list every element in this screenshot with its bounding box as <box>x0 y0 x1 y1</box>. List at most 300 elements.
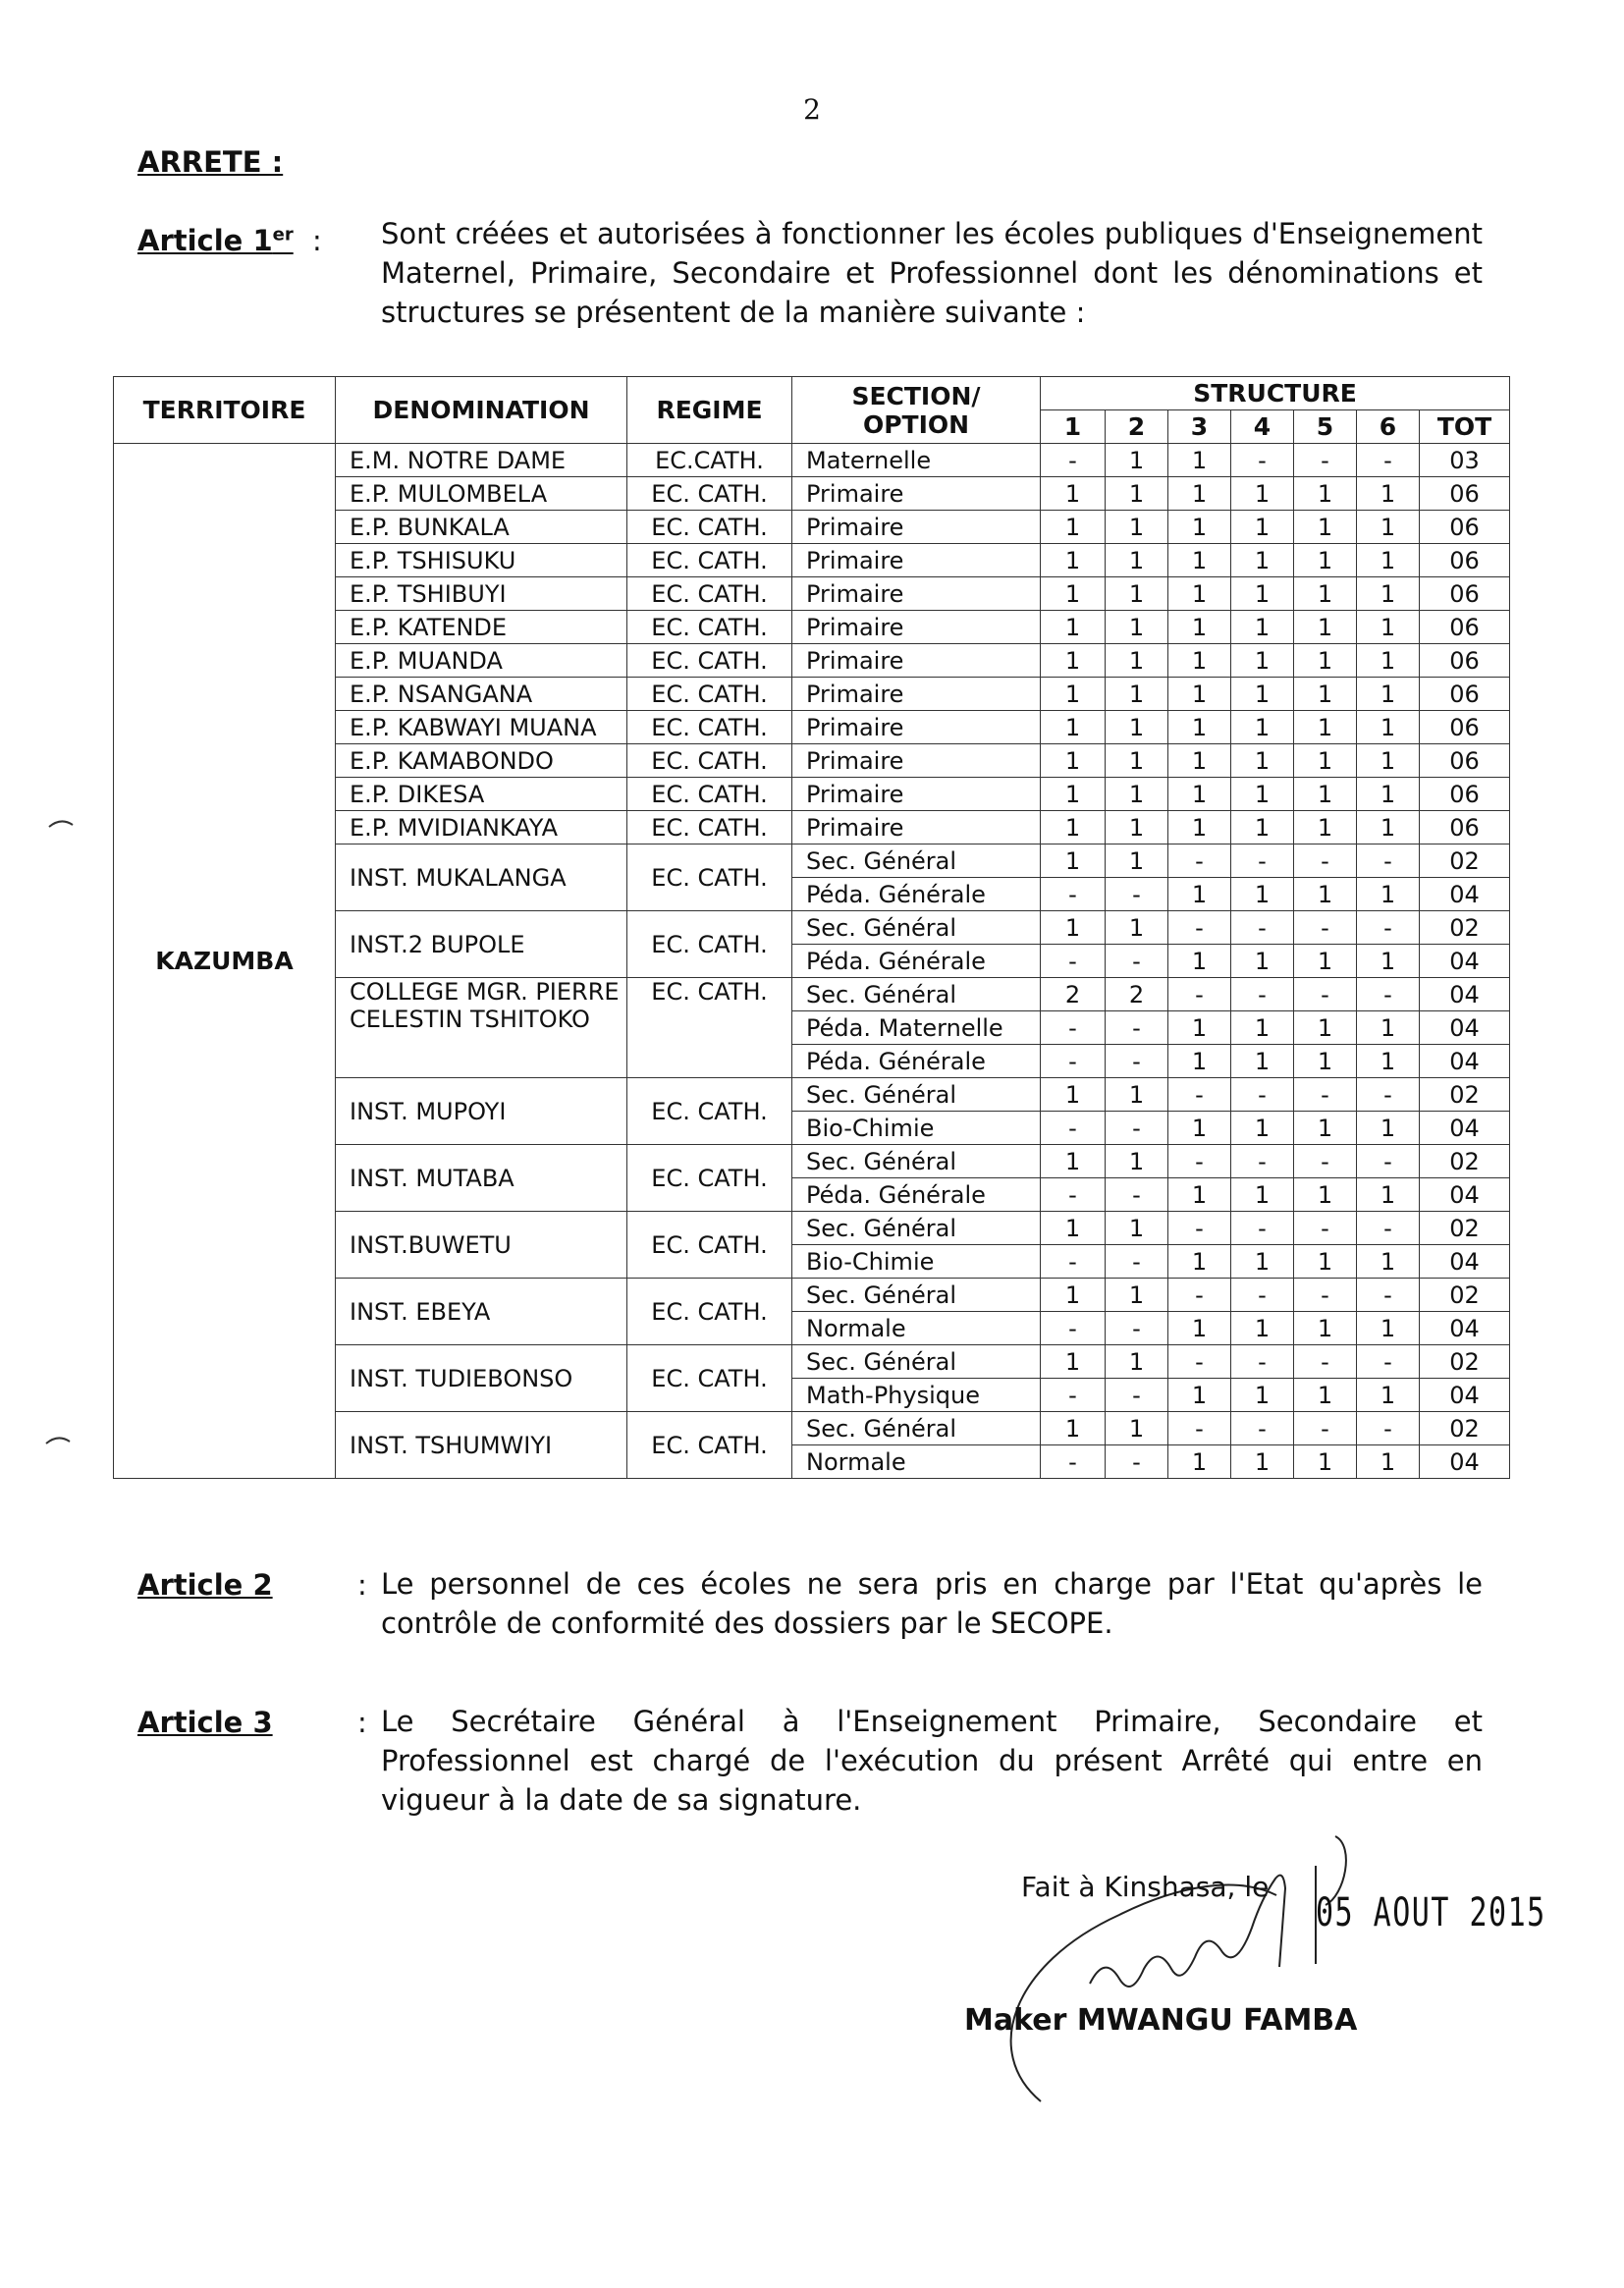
grade-3-cell: - <box>1168 978 1231 1011</box>
article-2-label-text: Article 2 <box>137 1568 273 1602</box>
grade-3-cell: - <box>1168 1145 1231 1178</box>
grade-2-cell: - <box>1106 1011 1168 1045</box>
grade-3-cell: 1 <box>1168 878 1231 911</box>
grade-6-cell: 1 <box>1357 611 1420 644</box>
grade-2-cell: - <box>1106 1045 1168 1078</box>
grade-6-cell: - <box>1357 911 1420 945</box>
regime-cell: EC. CATH. <box>627 644 792 678</box>
total-cell: 02 <box>1420 844 1510 878</box>
grade-5-cell: - <box>1294 1279 1357 1312</box>
section-option-cell: Normale <box>792 1445 1041 1479</box>
signature-date-stamp: 05 AOUT 2015 <box>1316 1890 1546 1935</box>
regime-cell: EC. CATH. <box>627 844 792 911</box>
total-cell: 02 <box>1420 1078 1510 1112</box>
section-option-cell: Primaire <box>792 611 1041 644</box>
grade-3-cell: 1 <box>1168 1178 1231 1212</box>
grade-2-cell: - <box>1106 878 1168 911</box>
structure-table <box>113 376 1510 1479</box>
header-grade-1: 1 <box>1041 410 1106 444</box>
grade-5-cell: 1 <box>1294 1445 1357 1479</box>
grade-5-cell: 1 <box>1294 778 1357 811</box>
section-option-cell: Péda. Générale <box>792 1178 1041 1212</box>
grade-4-cell: 1 <box>1231 1178 1294 1212</box>
grade-6-cell: - <box>1357 1212 1420 1245</box>
grade-4-cell: - <box>1231 844 1294 878</box>
grade-2-cell: - <box>1106 1112 1168 1145</box>
grade-3-cell: - <box>1168 1279 1231 1312</box>
grade-1-cell: 1 <box>1041 1412 1106 1445</box>
grade-6-cell: 1 <box>1357 945 1420 978</box>
header-section-option: SECTION/ OPTION <box>792 377 1041 444</box>
total-cell: 03 <box>1420 444 1510 477</box>
school-name-cell: E.P. DIKESA <box>336 778 627 811</box>
article-3-colon: : <box>357 1706 367 1739</box>
grade-6-cell: - <box>1357 844 1420 878</box>
grade-1-cell: - <box>1041 1178 1106 1212</box>
grade-2-cell: 1 <box>1106 544 1168 577</box>
school-name-cell: E.P. KATENDE <box>336 611 627 644</box>
grade-2-cell: - <box>1106 1445 1168 1479</box>
grade-6-cell: - <box>1357 1279 1420 1312</box>
total-cell: 04 <box>1420 1312 1510 1345</box>
section-option-cell: Primaire <box>792 711 1041 744</box>
regime-cell: EC. CATH. <box>627 611 792 644</box>
total-cell: 06 <box>1420 811 1510 844</box>
grade-5-cell: 1 <box>1294 477 1357 511</box>
school-name-cell: COLLEGE MGR. PIERRE CELESTIN TSHITOKO <box>336 978 627 1078</box>
total-cell: 04 <box>1420 1045 1510 1078</box>
grade-6-cell: - <box>1357 1145 1420 1178</box>
scan-mark-icon <box>47 815 77 835</box>
grade-3-cell: - <box>1168 1212 1231 1245</box>
total-cell: 04 <box>1420 1011 1510 1045</box>
grade-4-cell: 1 <box>1231 811 1294 844</box>
grade-6-cell: 1 <box>1357 1312 1420 1345</box>
grade-3-cell: - <box>1168 1078 1231 1112</box>
grade-5-cell: 1 <box>1294 1011 1357 1045</box>
grade-2-cell: 1 <box>1106 644 1168 678</box>
grade-6-cell: 1 <box>1357 1178 1420 1212</box>
grade-4-cell: - <box>1231 1145 1294 1178</box>
total-cell: 06 <box>1420 678 1510 711</box>
total-cell: 02 <box>1420 1345 1510 1379</box>
grade-3-cell: 1 <box>1168 1379 1231 1412</box>
grade-3-cell: 1 <box>1168 544 1231 577</box>
grade-6-cell: - <box>1357 1412 1420 1445</box>
grade-3-cell: 1 <box>1168 444 1231 477</box>
total-cell: 02 <box>1420 911 1510 945</box>
handwritten-signature <box>923 1807 1551 2180</box>
school-name-cell: E.P. KABWAYI MUANA <box>336 711 627 744</box>
regime-cell: EC. CATH. <box>627 1345 792 1412</box>
grade-3-cell: 1 <box>1168 611 1231 644</box>
grade-3-cell: 1 <box>1168 477 1231 511</box>
regime-cell: EC. CATH. <box>627 1412 792 1479</box>
grade-1-cell: 1 <box>1041 1279 1106 1312</box>
grade-5-cell: - <box>1294 1145 1357 1178</box>
grade-5-cell: 1 <box>1294 511 1357 544</box>
grade-2-cell: 1 <box>1106 844 1168 878</box>
grade-6-cell: 1 <box>1357 1445 1420 1479</box>
grade-5-cell: 1 <box>1294 1112 1357 1145</box>
grade-1-cell: 1 <box>1041 511 1106 544</box>
grade-6-cell: 1 <box>1357 1112 1420 1145</box>
grade-6-cell: 1 <box>1357 544 1420 577</box>
grade-6-cell: 1 <box>1357 1011 1420 1045</box>
grade-6-cell: - <box>1357 1345 1420 1379</box>
grade-1-cell: - <box>1041 1445 1106 1479</box>
school-name-cell: E.P. MUANDA <box>336 644 627 678</box>
school-name-cell: INST. TUDIEBONSO <box>336 1345 627 1412</box>
territoire-cell: KAZUMBA <box>114 444 336 1479</box>
grade-3-cell: 1 <box>1168 711 1231 744</box>
grade-2-cell: 1 <box>1106 477 1168 511</box>
total-cell: 04 <box>1420 945 1510 978</box>
section-option-cell: Sec. Général <box>792 1345 1041 1379</box>
grade-4-cell: - <box>1231 1078 1294 1112</box>
grade-4-cell: 1 <box>1231 611 1294 644</box>
grade-1-cell: 1 <box>1041 744 1106 778</box>
total-cell: 02 <box>1420 1212 1510 1245</box>
grade-5-cell: - <box>1294 844 1357 878</box>
grade-1-cell: - <box>1041 1245 1106 1279</box>
regime-cell: EC. CATH. <box>627 778 792 811</box>
regime-cell: EC. CATH. <box>627 1078 792 1145</box>
article-1-colon: : <box>312 224 322 257</box>
grade-4-cell: - <box>1231 1345 1294 1379</box>
header-total: TOT <box>1420 410 1510 444</box>
school-name-cell: E.P. MULOMBELA <box>336 477 627 511</box>
grade-5-cell: 1 <box>1294 811 1357 844</box>
section-option-cell: Péda. Générale <box>792 878 1041 911</box>
header-territoire: TERRITOIRE <box>114 377 336 444</box>
header-grade-3: 3 <box>1168 410 1231 444</box>
grade-3-cell: - <box>1168 1412 1231 1445</box>
total-cell: 06 <box>1420 544 1510 577</box>
grade-4-cell: 1 <box>1231 711 1294 744</box>
grade-3-cell: - <box>1168 1345 1231 1379</box>
grade-3-cell: 1 <box>1168 1245 1231 1279</box>
article-1-label-text: Article 1 <box>137 224 273 257</box>
grade-6-cell: - <box>1357 444 1420 477</box>
section-option-cell: Sec. Général <box>792 1279 1041 1312</box>
regime-cell: EC.CATH. <box>627 444 792 477</box>
grade-2-cell: 1 <box>1106 678 1168 711</box>
grade-3-cell: 1 <box>1168 811 1231 844</box>
grade-2-cell: 1 <box>1106 744 1168 778</box>
grade-1-cell: 1 <box>1041 1145 1106 1178</box>
regime-cell: EC. CATH. <box>627 1279 792 1345</box>
grade-2-cell: 1 <box>1106 1279 1168 1312</box>
article-3-label-text: Article 3 <box>137 1706 273 1739</box>
grade-5-cell: - <box>1294 444 1357 477</box>
header-grade-4: 4 <box>1231 410 1294 444</box>
grade-2-cell: 1 <box>1106 511 1168 544</box>
section-option-cell: Bio-Chimie <box>792 1112 1041 1145</box>
grade-4-cell: - <box>1231 1279 1294 1312</box>
grade-5-cell: - <box>1294 1412 1357 1445</box>
grade-5-cell: 1 <box>1294 711 1357 744</box>
grade-5-cell: 1 <box>1294 1379 1357 1412</box>
grade-1-cell: - <box>1041 1379 1106 1412</box>
section-option-cell: Péda. Générale <box>792 1045 1041 1078</box>
regime-cell: EC. CATH. <box>627 577 792 611</box>
grade-1-cell: - <box>1041 444 1106 477</box>
grade-6-cell: 1 <box>1357 778 1420 811</box>
grade-2-cell: - <box>1106 1245 1168 1279</box>
section-option-cell: Math-Physique <box>792 1379 1041 1412</box>
regime-cell: EC. CATH. <box>627 678 792 711</box>
section-option-cell: Primaire <box>792 544 1041 577</box>
grade-2-cell: 1 <box>1106 1078 1168 1112</box>
heading-arrete: ARRETE : <box>137 145 284 179</box>
grade-5-cell: 1 <box>1294 577 1357 611</box>
section-option-cell: Normale <box>792 1312 1041 1345</box>
grade-5-cell: - <box>1294 911 1357 945</box>
regime-cell: EC. CATH. <box>627 811 792 844</box>
header-regime: REGIME <box>627 377 792 444</box>
section-option-cell: Primaire <box>792 577 1041 611</box>
total-cell: 06 <box>1420 644 1510 678</box>
grade-1-cell: 1 <box>1041 1078 1106 1112</box>
grade-1-cell: 1 <box>1041 711 1106 744</box>
grade-2-cell: 1 <box>1106 778 1168 811</box>
article-3-text: Le Secrétaire Général à l'Enseignement Primaire, Secondaire et Professionnel est chargé de l'exécution du présent Arrêté qui entre en vigueur à la date de sa signature. <box>381 1705 1483 1817</box>
grade-5-cell: 1 <box>1294 878 1357 911</box>
school-name-cell: E.P. TSHIBUYI <box>336 577 627 611</box>
grade-4-cell: 1 <box>1231 1011 1294 1045</box>
signer-name: Maker MWANGU FAMBA <box>964 2003 1358 2038</box>
grade-5-cell: 1 <box>1294 678 1357 711</box>
grade-4-cell: 1 <box>1231 1379 1294 1412</box>
total-cell: 02 <box>1420 1412 1510 1445</box>
grade-3-cell: 1 <box>1168 778 1231 811</box>
regime-cell: EC. CATH. <box>627 911 792 978</box>
table-body <box>114 444 1510 1479</box>
grade-2-cell: 1 <box>1106 444 1168 477</box>
page-number: 2 <box>803 93 821 126</box>
grade-2-cell: 1 <box>1106 811 1168 844</box>
grade-6-cell: - <box>1357 1078 1420 1112</box>
grade-5-cell: 1 <box>1294 1312 1357 1345</box>
grade-3-cell: - <box>1168 844 1231 878</box>
header-grade-5: 5 <box>1294 410 1357 444</box>
grade-6-cell: 1 <box>1357 1245 1420 1279</box>
grade-2-cell: 1 <box>1106 611 1168 644</box>
grade-1-cell: 1 <box>1041 577 1106 611</box>
grade-3-cell: - <box>1168 911 1231 945</box>
grade-5-cell: - <box>1294 978 1357 1011</box>
section-option-cell: Sec. Général <box>792 911 1041 945</box>
article-2-text: Le personnel de ces écoles ne sera pris en charge par l'Etat qu'après le contrôle de conformité des dossiers par le SECOPE. <box>381 1567 1483 1640</box>
grade-1-cell: 1 <box>1041 544 1106 577</box>
article-1-label <box>137 224 294 257</box>
grade-4-cell: 1 <box>1231 678 1294 711</box>
grade-1-cell: 1 <box>1041 477 1106 511</box>
regime-cell: EC. CATH. <box>627 511 792 544</box>
grade-4-cell: 1 <box>1231 1445 1294 1479</box>
grade-5-cell: 1 <box>1294 644 1357 678</box>
total-cell: 02 <box>1420 1279 1510 1312</box>
grade-1-cell: - <box>1041 945 1106 978</box>
grade-1-cell: - <box>1041 878 1106 911</box>
article-3-label <box>137 1706 273 1739</box>
grade-6-cell: 1 <box>1357 711 1420 744</box>
grade-2-cell: 1 <box>1106 911 1168 945</box>
grade-3-cell: 1 <box>1168 1445 1231 1479</box>
grade-5-cell: 1 <box>1294 1245 1357 1279</box>
grade-3-cell: 1 <box>1168 1312 1231 1345</box>
total-cell: 04 <box>1420 878 1510 911</box>
grade-1-cell: - <box>1041 1112 1106 1145</box>
grade-4-cell: 1 <box>1231 477 1294 511</box>
grade-6-cell: 1 <box>1357 678 1420 711</box>
total-cell: 04 <box>1420 978 1510 1011</box>
article-2-label <box>137 1568 273 1602</box>
section-option-cell: Primaire <box>792 778 1041 811</box>
grade-1-cell: 1 <box>1041 911 1106 945</box>
grade-5-cell: 1 <box>1294 611 1357 644</box>
grade-4-cell: - <box>1231 1212 1294 1245</box>
grade-4-cell: 1 <box>1231 1312 1294 1345</box>
scan-mark-icon <box>44 1432 74 1451</box>
school-name-cell: E.P. TSHISUKU <box>336 544 627 577</box>
grade-3-cell: 1 <box>1168 945 1231 978</box>
section-option-cell: Sec. Général <box>792 1412 1041 1445</box>
section-option-cell: Sec. Général <box>792 978 1041 1011</box>
header-grade-2: 2 <box>1106 410 1168 444</box>
school-name-cell: INST. TSHUMWIYI <box>336 1412 627 1479</box>
grade-2-cell: 1 <box>1106 711 1168 744</box>
grade-4-cell: 1 <box>1231 511 1294 544</box>
grade-1-cell: 1 <box>1041 844 1106 878</box>
grade-3-cell: 1 <box>1168 1045 1231 1078</box>
grade-3-cell: 1 <box>1168 1112 1231 1145</box>
signature-place: Fait à Kinshasa, le <box>1021 1871 1270 1903</box>
grade-2-cell: 2 <box>1106 978 1168 1011</box>
total-cell: 06 <box>1420 778 1510 811</box>
total-cell: 04 <box>1420 1245 1510 1279</box>
school-name-cell: E.P. NSANGANA <box>336 678 627 711</box>
grade-1-cell: 1 <box>1041 644 1106 678</box>
grade-6-cell: 1 <box>1357 811 1420 844</box>
grade-4-cell: 1 <box>1231 744 1294 778</box>
section-option-cell: Primaire <box>792 644 1041 678</box>
grade-4-cell: 1 <box>1231 544 1294 577</box>
grade-6-cell: 1 <box>1357 577 1420 611</box>
grade-1-cell: 1 <box>1041 611 1106 644</box>
section-option-cell: Maternelle <box>792 444 1041 477</box>
grade-5-cell: - <box>1294 1212 1357 1245</box>
table-row <box>114 444 1510 477</box>
regime-cell: EC. CATH. <box>627 744 792 778</box>
grade-6-cell: 1 <box>1357 1379 1420 1412</box>
grade-2-cell: - <box>1106 1178 1168 1212</box>
grade-5-cell: 1 <box>1294 1178 1357 1212</box>
school-name-cell: INST.BUWETU <box>336 1212 627 1279</box>
grade-4-cell: 1 <box>1231 1245 1294 1279</box>
grade-1-cell: 1 <box>1041 811 1106 844</box>
school-name-cell: INST. EBEYA <box>336 1279 627 1345</box>
section-option-cell: Primaire <box>792 811 1041 844</box>
grade-2-cell: 1 <box>1106 1345 1168 1379</box>
section-option-cell: Sec. Général <box>792 844 1041 878</box>
section-option-cell: Sec. Général <box>792 1145 1041 1178</box>
total-cell: 06 <box>1420 711 1510 744</box>
section-option-cell: Primaire <box>792 744 1041 778</box>
grade-6-cell: 1 <box>1357 1045 1420 1078</box>
total-cell: 02 <box>1420 1145 1510 1178</box>
grade-4-cell: 1 <box>1231 577 1294 611</box>
section-option-cell: Sec. Général <box>792 1078 1041 1112</box>
grade-6-cell: 1 <box>1357 878 1420 911</box>
grade-1-cell: 1 <box>1041 678 1106 711</box>
grade-3-cell: 1 <box>1168 511 1231 544</box>
grade-2-cell: - <box>1106 945 1168 978</box>
grade-4-cell: 1 <box>1231 878 1294 911</box>
grade-4-cell: 1 <box>1231 1112 1294 1145</box>
grade-1-cell: 1 <box>1041 1212 1106 1245</box>
school-name-cell: INST.2 BUPOLE <box>336 911 627 978</box>
total-cell: 06 <box>1420 477 1510 511</box>
grade-4-cell: - <box>1231 444 1294 477</box>
grade-6-cell: - <box>1357 978 1420 1011</box>
total-cell: 04 <box>1420 1379 1510 1412</box>
grade-4-cell: - <box>1231 978 1294 1011</box>
school-name-cell: INST. MUKALANGA <box>336 844 627 911</box>
grade-3-cell: 1 <box>1168 1011 1231 1045</box>
header-structure: STRUCTURE <box>1041 377 1510 410</box>
grade-5-cell: 1 <box>1294 1045 1357 1078</box>
grade-4-cell: 1 <box>1231 644 1294 678</box>
section-option-cell: Péda. Maternelle <box>792 1011 1041 1045</box>
school-name-cell: E.P. KAMABONDO <box>336 744 627 778</box>
total-cell: 06 <box>1420 511 1510 544</box>
total-cell: 04 <box>1420 1178 1510 1212</box>
grade-5-cell: 1 <box>1294 945 1357 978</box>
total-cell: 06 <box>1420 611 1510 644</box>
grade-3-cell: 1 <box>1168 744 1231 778</box>
grade-2-cell: 1 <box>1106 1212 1168 1245</box>
grade-2-cell: - <box>1106 1312 1168 1345</box>
grade-1-cell: - <box>1041 1045 1106 1078</box>
grade-2-cell: 1 <box>1106 1145 1168 1178</box>
grade-3-cell: 1 <box>1168 644 1231 678</box>
total-cell: 04 <box>1420 1112 1510 1145</box>
grade-6-cell: 1 <box>1357 744 1420 778</box>
section-option-cell: Péda. Générale <box>792 945 1041 978</box>
regime-cell: EC. CATH. <box>627 1212 792 1279</box>
total-cell: 06 <box>1420 744 1510 778</box>
grade-1-cell: - <box>1041 1011 1106 1045</box>
grade-4-cell: - <box>1231 1412 1294 1445</box>
article-1-text: Sont créées et autorisées à fonctionner les écoles publiques d'Enseignement Maternel, Primaire, Secondaire et Professionnel dont les dénominations et structures se présentent de la manière suivante : <box>381 217 1483 329</box>
section-option-cell: Sec. Général <box>792 1212 1041 1245</box>
article-2-colon: : <box>357 1568 367 1602</box>
total-cell: 06 <box>1420 577 1510 611</box>
regime-cell: EC. CATH. <box>627 477 792 511</box>
article-1-label-sup: er <box>272 224 294 245</box>
regime-cell: EC. CATH. <box>627 711 792 744</box>
grade-5-cell: - <box>1294 1345 1357 1379</box>
section-option-cell: Primaire <box>792 511 1041 544</box>
section-option-cell: Primaire <box>792 477 1041 511</box>
grade-1-cell: - <box>1041 1312 1106 1345</box>
grade-5-cell: 1 <box>1294 544 1357 577</box>
grade-3-cell: 1 <box>1168 577 1231 611</box>
grade-2-cell: - <box>1106 1379 1168 1412</box>
school-name-cell: INST. MUPOYI <box>336 1078 627 1145</box>
